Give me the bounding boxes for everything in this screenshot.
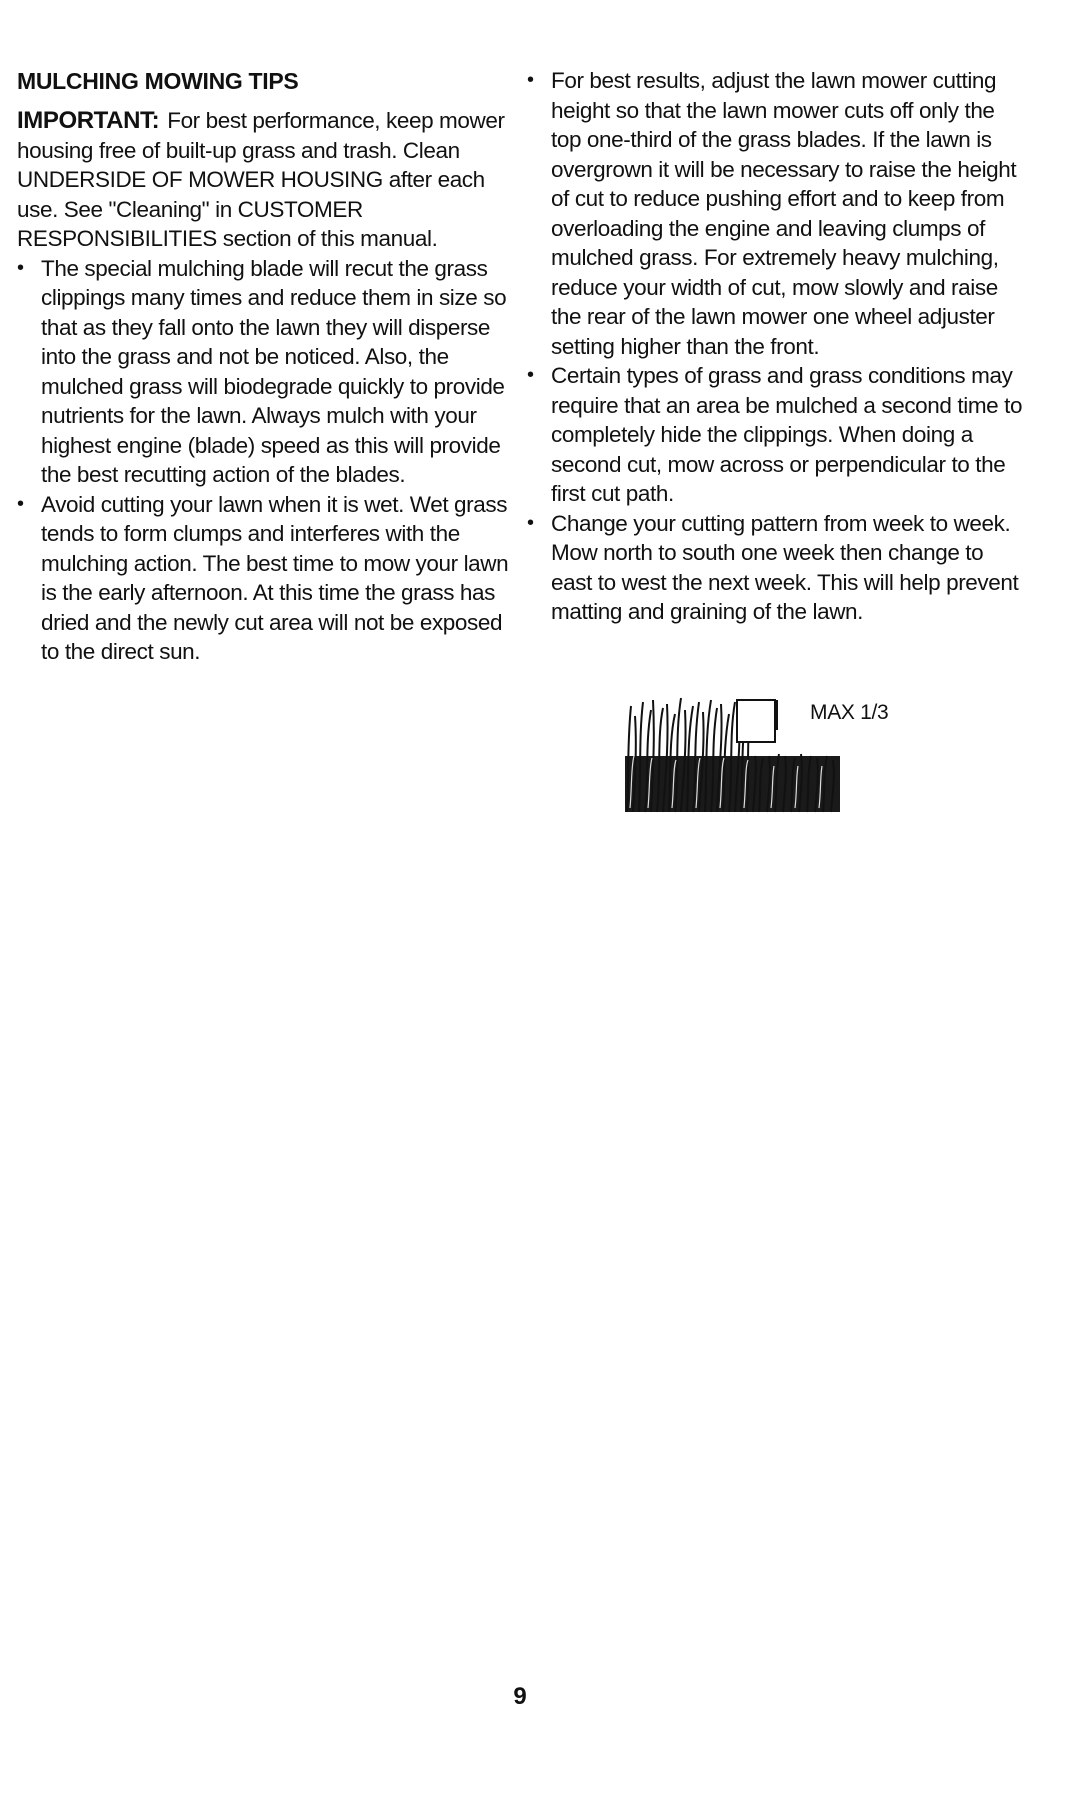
bullet-item: • Certain types of grass and grass conditions may require that an area be mulched a second time to completely hide the clippings. When doing a second cut, mow across or perpendicular to the first cut path. bbox=[527, 361, 1027, 509]
bullet-item: • Avoid cutting your lawn when it is wet. Wet grass tends to form clumps and interferes with the mulching action. The best time to mow your lawn is the early afternoon. At this time the grass has dried and the newly cut area will not be exposed to the direct sun. bbox=[17, 490, 513, 667]
important-label: IMPORTANT: bbox=[17, 107, 160, 134]
right-column bbox=[527, 66, 1027, 627]
figure-label: MAX 1/3 bbox=[810, 701, 889, 724]
section-heading: MULCHING MOWING TIPS bbox=[17, 68, 299, 94]
bullet-item: • Change your cutting pattern from week to week. Mow north to south one week then change to east to west the next week. This will help prevent matting and graining of the lawn. bbox=[527, 509, 1027, 627]
bullet-item: • The special mulching blade will recut the grass clippings many times and reduce them in size so that as they fall onto the lawn they will disperse into the grass and not be noticed. Also, the mulched grass will biodegrade quickly to provide nutrients for the lawn. Always mulch with your highest engine (blade) speed as this will provide the best recutting action of the blades. bbox=[17, 254, 513, 490]
important-paragraph bbox=[17, 106, 513, 254]
left-bullet-list bbox=[17, 254, 513, 667]
left-column bbox=[17, 66, 513, 667]
bullet-item: • For best results, adjust the lawn mower cutting height so that the lawn mower cuts off only the top one-third of the grass blades. If the lawn is overgrown it will be necessary to raise the height of cut to reduce pushing effort and to keep from overloading the engine and leaving clumps of mulched grass. For extremely heavy mulching, reduce your width of cut, mow slowly and raise the rear of the lawn mower one wheel adjuster setting higher than the front. bbox=[527, 66, 1027, 361]
page-number: 9 bbox=[513, 1683, 527, 1710]
right-bullet-list bbox=[527, 66, 1027, 627]
important-text: For best performance, keep mower housing free of built-up grass and trash. Clean UNDERSIDE OF MOWER HOUSING after each use. See "Cleaning" in CUSTOMER RESPONSIBILITIES section of this manual. bbox=[17, 108, 505, 251]
